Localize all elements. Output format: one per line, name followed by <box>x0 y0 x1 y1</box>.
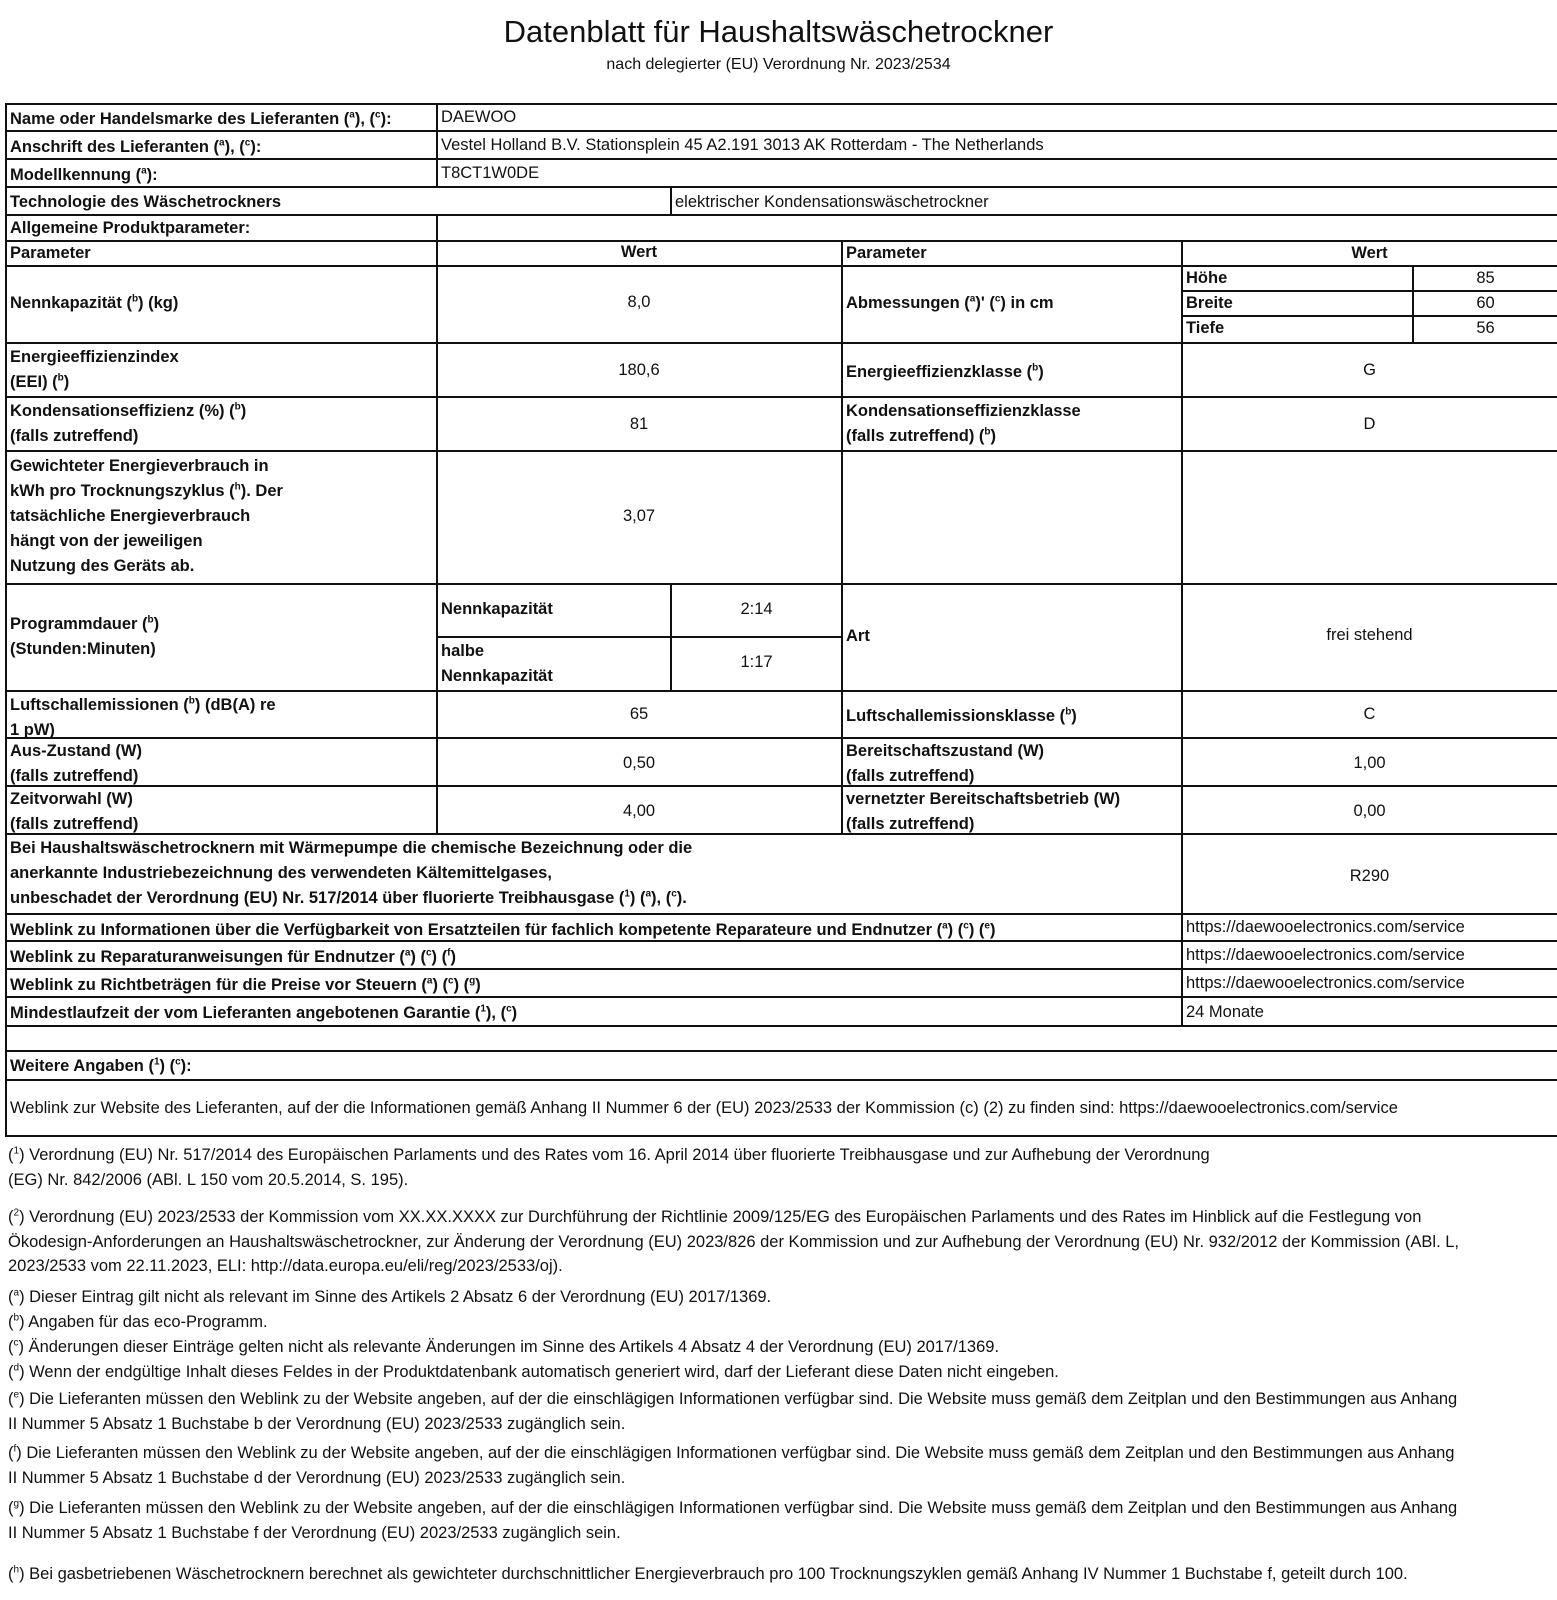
model-id-value: T8CT1W0DE <box>441 164 540 182</box>
eei-value: 180,6 <box>618 361 660 379</box>
off-mode-value: 0,50 <box>622 754 656 772</box>
spare-parts-link[interactable]: https://daewooelectronics.com/service <box>1186 918 1465 936</box>
repair-instructions-link[interactable]: https://daewooelectronics.com/service <box>1186 946 1465 964</box>
height-value: 85 <box>1476 269 1495 287</box>
condensation-efficiency-value: 81 <box>629 415 649 433</box>
footnote-b: ($^b$) Angaben für das eco-Programm. <box>8 1312 268 1331</box>
repair-instructions-link-label: Weblink zu Reparaturanweisungen für Endnutzer ($^a$) ($^c$) ($^f$) <box>10 947 456 966</box>
duration-half-value: 1:17 <box>740 653 773 671</box>
networked-standby-value: 0,00 <box>1353 802 1386 820</box>
warranty-value: 24 Monate <box>1186 1003 1264 1021</box>
type-label: Art <box>846 627 870 645</box>
further-info-label: Weitere Angaben ($^1$) ($^c$): <box>10 1056 192 1075</box>
capacity-label: Nennkapazität ($^b$) (kg) <box>10 293 179 312</box>
refrigerant-label: Bei Haushaltswäschetrocknern mit Wärmepumpe die chemische Bezeichnung oder die anerkannte Industriebezeichnung des verwendeten Kältemittelgases, unbeschadet der Verordnung (EU) Nr. 517/2014 über fluorierte Treibhausgase ($^1$) ($^a$), ($^c$). <box>10 839 693 907</box>
supplier-name-label: Name oder Handelsmarke des Lieferanten ($^a$), ($^c$): <box>10 109 392 128</box>
noise-class-value: C <box>1363 705 1376 723</box>
footnote-a: ($^a$) Dieser Eintrag gilt nicht als relevant im Sinne des Artikels 2 Absatz 6 der Verordnung (EU) 2017/1369. <box>8 1287 772 1306</box>
supplier-website-text: Weblink zur Website des Lieferanten, auf der die Informationen gemäß Anhang II Nummer 6 der (EU) 2023/2533 der Kommission (c) (2) zu finden sind: https://daewooelectronics.com/service <box>10 1099 1398 1117</box>
energy-class-value: G <box>1363 361 1376 379</box>
noise-emission-label: Luftschallemissionen ($^b$) (dB(A) re 1 pW) <box>10 695 276 739</box>
col-parameter-header-1: Parameter <box>10 244 91 262</box>
networked-standby-label: vernetzter Bereitschaftsbetrieb (W) (falls zutreffend) <box>846 790 1121 833</box>
model-id-label: Modellkennung ($^a$): <box>10 165 158 184</box>
price-link-label: Weblink zu Richtbeträgen für die Preise vor Steuern ($^a$) ($^c$) ($^g$) <box>10 975 481 994</box>
condensation-efficiency-label: Kondensationseffizienz (%) ($^b$) (falls zutreffend) <box>10 401 247 445</box>
supplier-address-label: Anschrift des Lieferanten ($^a$), ($^c$): <box>10 137 262 156</box>
program-duration-label: Programmdauer ($^b$) (Stunden:Minuten) <box>10 614 160 658</box>
technology-value: elektrischer Kondensationswäschetrockner <box>675 193 989 211</box>
delay-start-value: 4,00 <box>622 802 656 820</box>
col-parameter-header-2: Parameter <box>846 244 927 262</box>
dimensions-label: Abmessungen ($^a$)' ($^c$) in cm <box>846 293 1054 312</box>
duration-full-label: Nennkapazität <box>441 600 553 618</box>
width-label: Breite <box>1186 294 1233 312</box>
supplier-name-value: DAEWOO <box>441 108 517 126</box>
refrigerant-value: R290 <box>1349 867 1390 885</box>
depth-label: Tiefe <box>1186 319 1225 337</box>
capacity-value: 8,0 <box>627 293 651 311</box>
footnote-f: ($^f$) Die Lieferanten müssen den Weblink zu der Website angeben, auf der die einschlägigen Informationen verfügbar sind. Die Website muss gemäß dem Zeitplan und den Bestimmungen aus Anhang II Nummer 5 Absatz 1 Buchstabe d der Verordnung (EU) 2023/2533 zugänglich sein. <box>8 1443 1455 1487</box>
off-mode-label: Aus-Zustand (W) (falls zutreffend) <box>10 742 142 785</box>
height-label: Höhe <box>1186 269 1228 287</box>
duration-half-label: halbe Nennkapazität <box>441 642 553 685</box>
standby-label: Bereitschaftszustand (W) (falls zutreffend) <box>846 742 1045 785</box>
price-link[interactable]: https://daewooelectronics.com/service <box>1186 974 1465 992</box>
col-value-header-1: Wert <box>620 243 658 261</box>
technology-label: Technologie des Wäschetrockners <box>10 193 282 211</box>
energy-consumption-value: 3,07 <box>622 507 656 525</box>
footnote-g: ($^g$) Die Lieferanten müssen den Weblink zu der Website angeben, auf der die einschlägigen Informationen verfügbar sind. Die Website muss gemäß dem Zeitplan und den Bestimmungen aus Anhang II Nummer 5 Absatz 1 Buchstabe f der Verordnung (EU) 2023/2533 zugänglich sein. <box>8 1498 1458 1542</box>
page-title: Datenblatt für Haushaltswäschetrockner <box>503 14 1054 49</box>
duration-full-value: 2:14 <box>740 600 773 618</box>
footnote-h: ($^h$) Bei gasbetriebenen Wäschetrocknern berechnet als gewichteter durchschnittlicher Energieverbrauch pro 100 Trocknungszyklen gemäß Anhang IV Nummer 1 Buchstabe f, geteilt durch 100. <box>8 1564 1408 1583</box>
eei-label: Energieeffizienzindex (EEI) ($^b$) <box>10 348 179 391</box>
footnote-1: ($^1$) Verordnung (EU) Nr. 517/2014 des Europäischen Parlaments und des Rates vom 16. April 2014 über fluorierte Treibhausgase und zur Aufhebung der Verordnung (EG) Nr. 842/2006 (ABl. L 150 vom 20.5.2014, S. 195). <box>8 1145 1210 1189</box>
footnote-c: ($^c$) Änderungen dieser Einträge gelten nicht als relevante Änderungen im Sinne des Artikels 4 Absatz 4 der Verordnung (EU) 2017/1369. <box>8 1337 1000 1356</box>
spare-parts-link-label: Weblink zu Informationen über die Verfügbarkeit von Ersatzteilen für fachlich kompetente Reparateure und Endnutzer ($^a$) ($^c$) ($^e$) <box>10 920 996 939</box>
footnote-e: ($^e$) Die Lieferanten müssen den Weblink zu der Website angeben, auf der die einschlägigen Informationen verfügbar sind. Die Website muss gemäß dem Zeitplan und den Bestimmungen aus Anhang II Nummer 5 Absatz 1 Buchstabe b der Verordnung (EU) 2023/2533 zugänglich sein. <box>8 1389 1458 1433</box>
condensation-class-label: Kondensationseffizienzklasse (falls zutreffend) ($^b$) <box>846 402 1081 445</box>
type-value: frei stehend <box>1326 626 1413 644</box>
condensation-class-value: D <box>1363 415 1376 433</box>
width-value: 60 <box>1476 294 1495 312</box>
general-params-label: Allgemeine Produktparameter: <box>10 219 251 237</box>
supplier-address-value: Vestel Holland B.V. Stationsplein 45 A2.191 3013 AK Rotterdam - The Netherlands <box>441 136 1044 154</box>
page-subtitle: nach delegierter (EU) Verordnung Nr. 2023/2534 <box>606 56 951 73</box>
standby-value: 1,00 <box>1353 754 1386 772</box>
noise-class-label: Luftschallemissionsklasse ($^b$) <box>846 706 1077 725</box>
energy-class-label: Energieeffizienzklasse ($^b$) <box>846 362 1044 381</box>
depth-value: 56 <box>1476 319 1495 337</box>
footnote-2: ($^2$) Verordnung (EU) 2023/2533 der Kommission vom XX.XX.XXXX zur Durchführung der Richtlinie 2009/125/EG des Europäischen Parlaments und des Rates im Hinblick auf die Festlegung von Ökodesign-Anforderungen an Haushaltswäschetrockner, zur Änderung der Verordnung (EU) 2023/826 der Kommission und zur Aufhebung der Verordnung (EU) Nr. 932/2012 der Kommission (ABl. L, 2023/2533 vom 22.11.2023, ELI: http://data.europa.eu/eli/reg/2023/2533/oj). <box>8 1207 1459 1275</box>
delay-start-label: Zeitvorwahl (W) (falls zutreffend) <box>10 790 139 833</box>
warranty-label: Mindestlaufzeit der vom Lieferanten angebotenen Garantie ($^1$), ($^c$) <box>10 1003 518 1022</box>
col-value-header-2: Wert <box>1351 244 1388 262</box>
noise-emission-value: 65 <box>629 705 649 723</box>
energy-consumption-label: Gewichteter Energieverbrauch in kWh pro Trocknungszyklus ($^h$). Der tatsächliche Energieverbrauch hängt von der jeweiligen Nutzung des Geräts ab. <box>10 457 283 575</box>
footnote-d: ($^d$) Wenn der endgültige Inhalt dieses Feldes in der Produktdatenbank automatisch generiert wird, darf der Lieferant diese Daten nicht eingeben. <box>8 1362 1059 1381</box>
